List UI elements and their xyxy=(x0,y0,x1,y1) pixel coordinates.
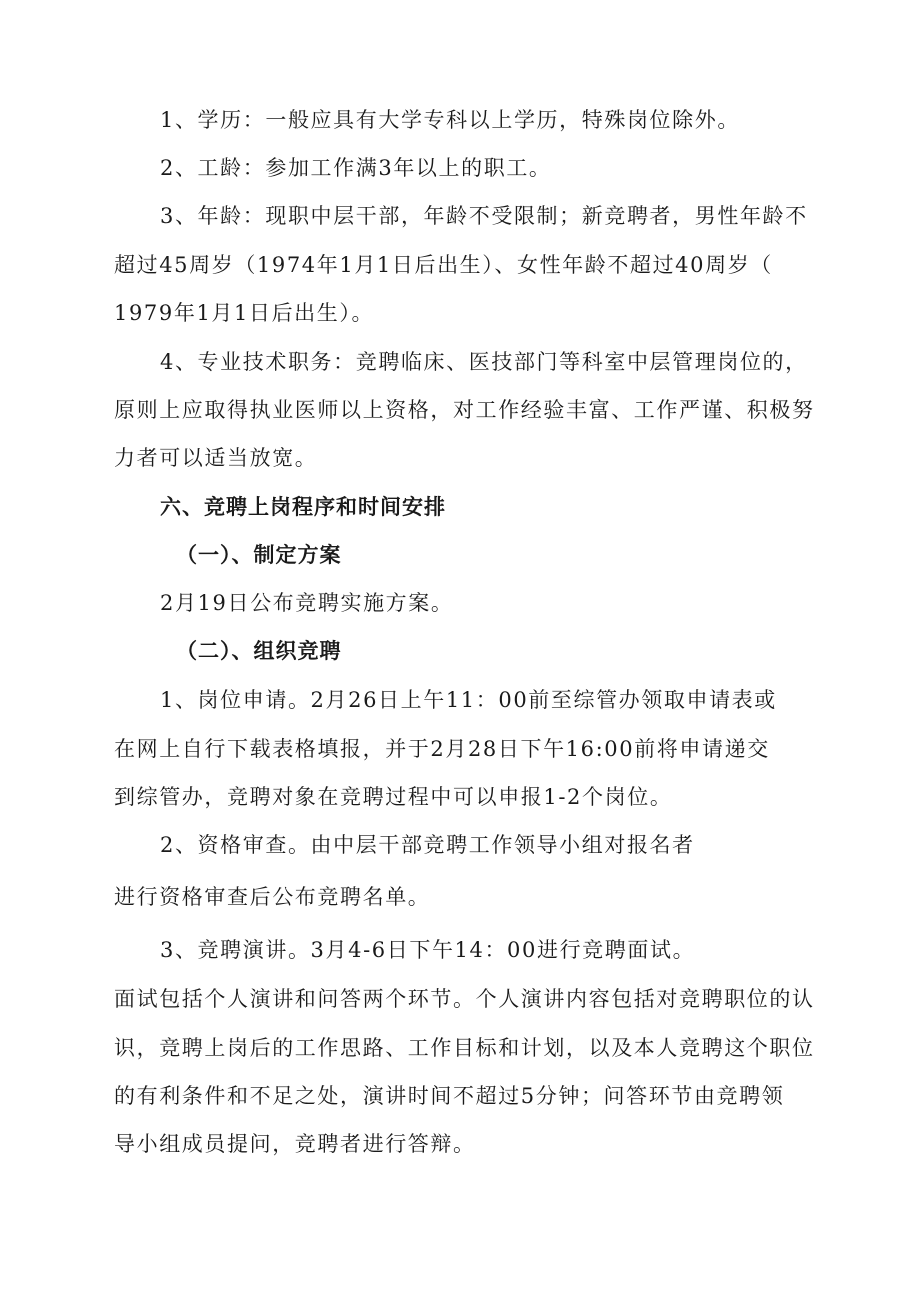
speech-line-2: 面试包括个人演讲和问答两个环节。个人演讲内容包括对竞聘职位的认 xyxy=(114,987,815,1011)
requirement-title-line-2: 原则上应取得执业医师以上资格，对工作经验丰富、工作严谨、积极努 xyxy=(114,398,815,422)
requirement-age-line-2: 超过45周岁（1974年1月1日后出生）、女性年龄不超过40周岁（ xyxy=(114,253,773,277)
requirement-education: 1、学历：一般应具有大学专科以上学历，特殊岗位除外。 xyxy=(160,108,740,132)
requirement-age-line-3: 1979年1月1日后出生）。 xyxy=(114,301,375,325)
subsection-heading-plan: （一）、制定方案 xyxy=(176,543,342,567)
section-heading-procedure: 六、竞聘上岗程序和时间安排 xyxy=(160,495,446,519)
speech-line-4: 的有利条件和不足之处，演讲时间不超过5分钟；问答环节由竞聘领 xyxy=(114,1084,785,1108)
speech-line-1: 3、竞聘演讲。3月4-6日下午14：00进行竞聘面试。 xyxy=(160,938,696,962)
requirement-title-line-3: 力者可以适当放宽。 xyxy=(114,446,318,470)
plan-paragraph: 2月19日公布竞聘实施方案。 xyxy=(160,591,454,615)
qualification-review-line-1: 2、资格审查。由中层干部竞聘工作领导小组对报名者 xyxy=(160,833,695,857)
requirement-age-line-1: 3、年龄：现职中层干部，年龄不受限制；新竞聘者，男性年龄不 xyxy=(160,204,808,228)
application-line-2: 在网上自行下载表格填报，并于2月28日下午16:00前将申请递交 xyxy=(114,737,770,761)
speech-line-3: 识，竞聘上岗后的工作思路、工作目标和计划，以及本人竞聘这个职位 xyxy=(114,1036,815,1060)
requirement-work-years: 2、工龄：参加工作满3年以上的职工。 xyxy=(160,156,552,180)
application-line-3: 到综管办，竞聘对象在竞聘过程中可以申报1-2个岗位。 xyxy=(114,785,673,809)
speech-line-5: 导小组成员提问，竞聘者进行答辩。 xyxy=(114,1132,476,1156)
application-line-1: 1、岗位申请。2月26日上午11：00前至综管办领取申请表或 xyxy=(160,688,777,712)
qualification-review-line-2: 进行资格审查后公布竞聘名单。 xyxy=(114,885,431,909)
requirement-title-line-1: 4、专业技术职务：竞聘临床、医技部门等科室中层管理岗位的， xyxy=(160,350,808,374)
subsection-heading-organize: （二）、组织竞聘 xyxy=(176,639,342,663)
